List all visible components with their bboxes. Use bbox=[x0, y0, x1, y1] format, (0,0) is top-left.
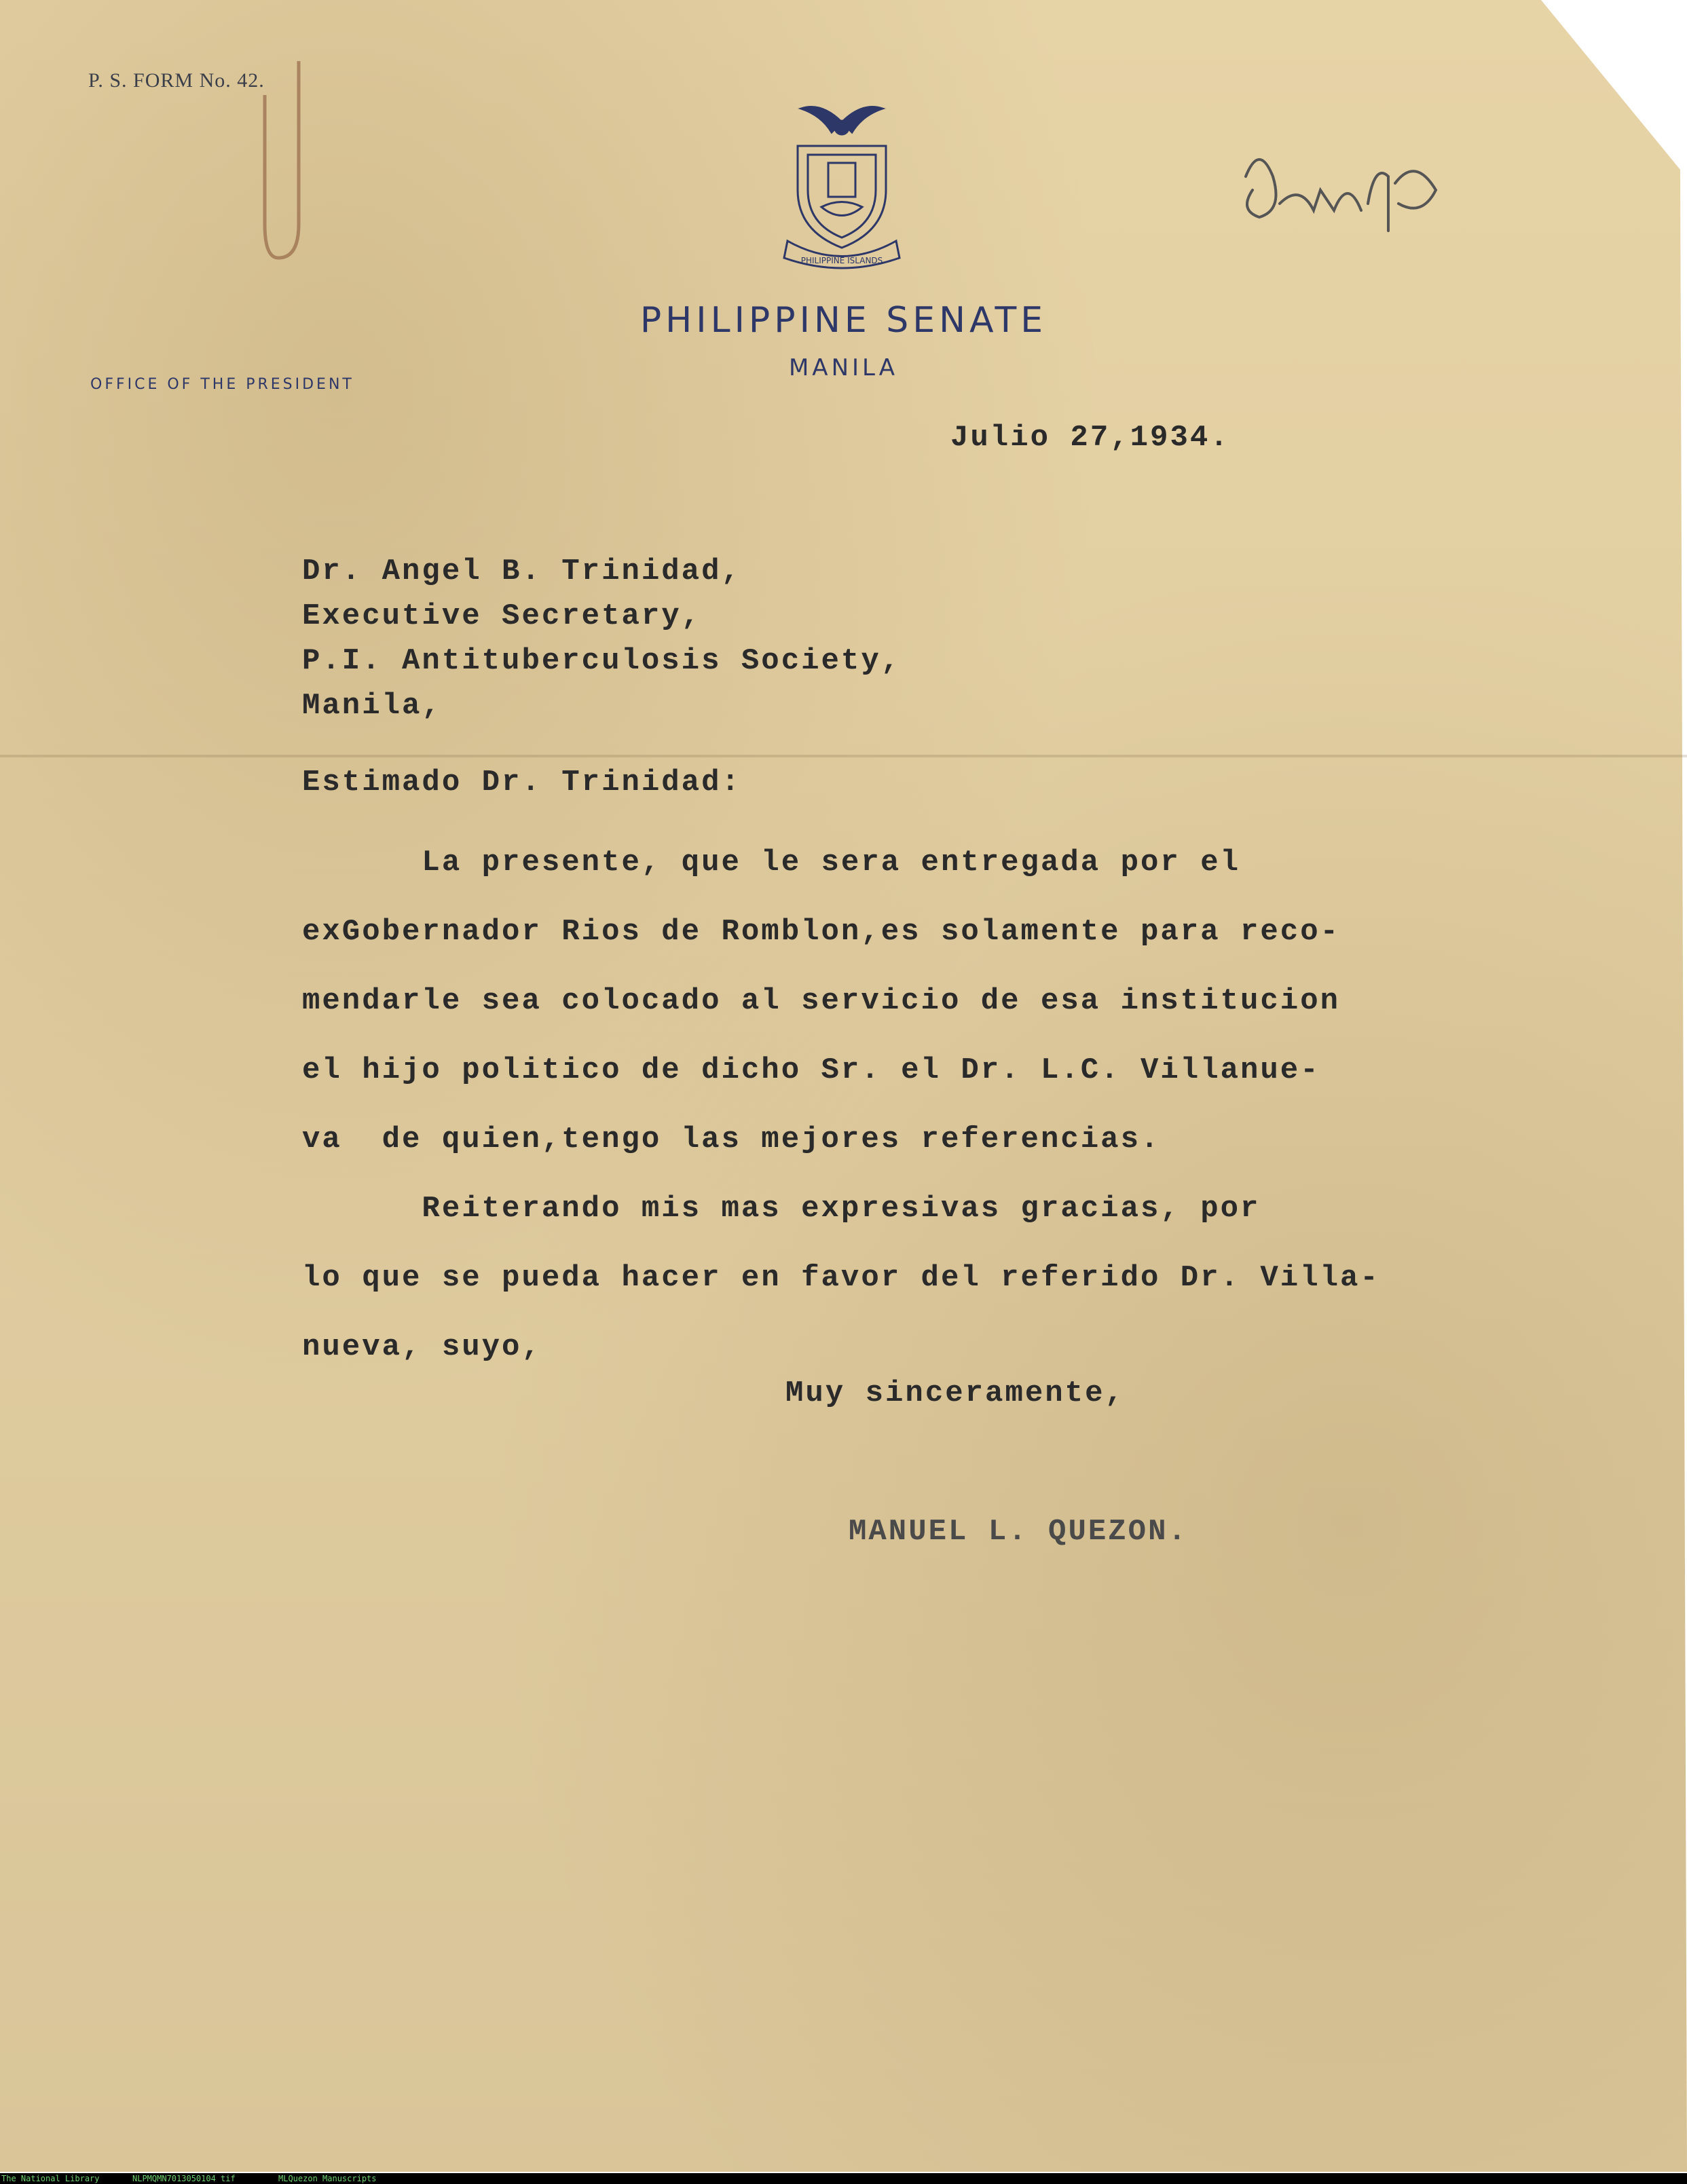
footer-library: The National Library bbox=[1, 2174, 100, 2183]
form-number: P. S. FORM No. 42. bbox=[88, 69, 265, 92]
letterhead-title: PHILIPPINE SENATE bbox=[639, 300, 1048, 341]
body-line: exGobernador Rios de Romblon,es solamente para reco- bbox=[302, 915, 1341, 949]
body-line: La presente, que le sera entregada por el bbox=[302, 846, 1241, 880]
recipient-line: Executive Secretary, bbox=[302, 599, 702, 633]
footer-filename: NLPMQMN7013050104 tif bbox=[132, 2174, 236, 2183]
body-line: va de quien,tengo las mejores referencias. bbox=[302, 1123, 1161, 1156]
body-line: Reiterando mis mas expresivas gracias, por bbox=[302, 1192, 1261, 1226]
recipient-line: P.I. Antituberculosis Society, bbox=[302, 644, 902, 678]
archive-footer bbox=[0, 2173, 1687, 2184]
signature: MANUEL L. QUEZON. bbox=[849, 1515, 1188, 1549]
recipient-line: Manila, bbox=[302, 689, 442, 723]
paper-clip-mark bbox=[258, 54, 339, 285]
paper-fold-line bbox=[0, 755, 1687, 757]
body-line: lo que se pueda hacer en favor del referido Dr. Villa- bbox=[302, 1261, 1380, 1295]
salutation: Estimado Dr. Trinidad: bbox=[302, 766, 741, 799]
closing: Muy sinceramente, bbox=[785, 1376, 1125, 1410]
footer-collection: MLQuezon Manuscripts bbox=[278, 2174, 377, 2183]
handwritten-initials bbox=[1232, 136, 1463, 251]
letter-date: Julio 27,1934. bbox=[950, 421, 1230, 455]
office-label: OFFICE OF THE PRESIDENT bbox=[90, 376, 354, 393]
recipient-line: Dr. Angel B. Trinidad, bbox=[302, 554, 741, 588]
letterhead-city: MANILA bbox=[788, 354, 899, 381]
senate-crest-icon bbox=[774, 95, 910, 271]
body-line: mendarle sea colocado al servicio de esa institucion bbox=[302, 984, 1341, 1018]
body-line: el hijo politico de dicho Sr. el Dr. L.C. Villanue- bbox=[302, 1053, 1320, 1087]
crest-ribbon-text: PHILIPPINE ISLANDS bbox=[800, 256, 883, 265]
body-line: nueva, suyo, bbox=[302, 1330, 542, 1364]
